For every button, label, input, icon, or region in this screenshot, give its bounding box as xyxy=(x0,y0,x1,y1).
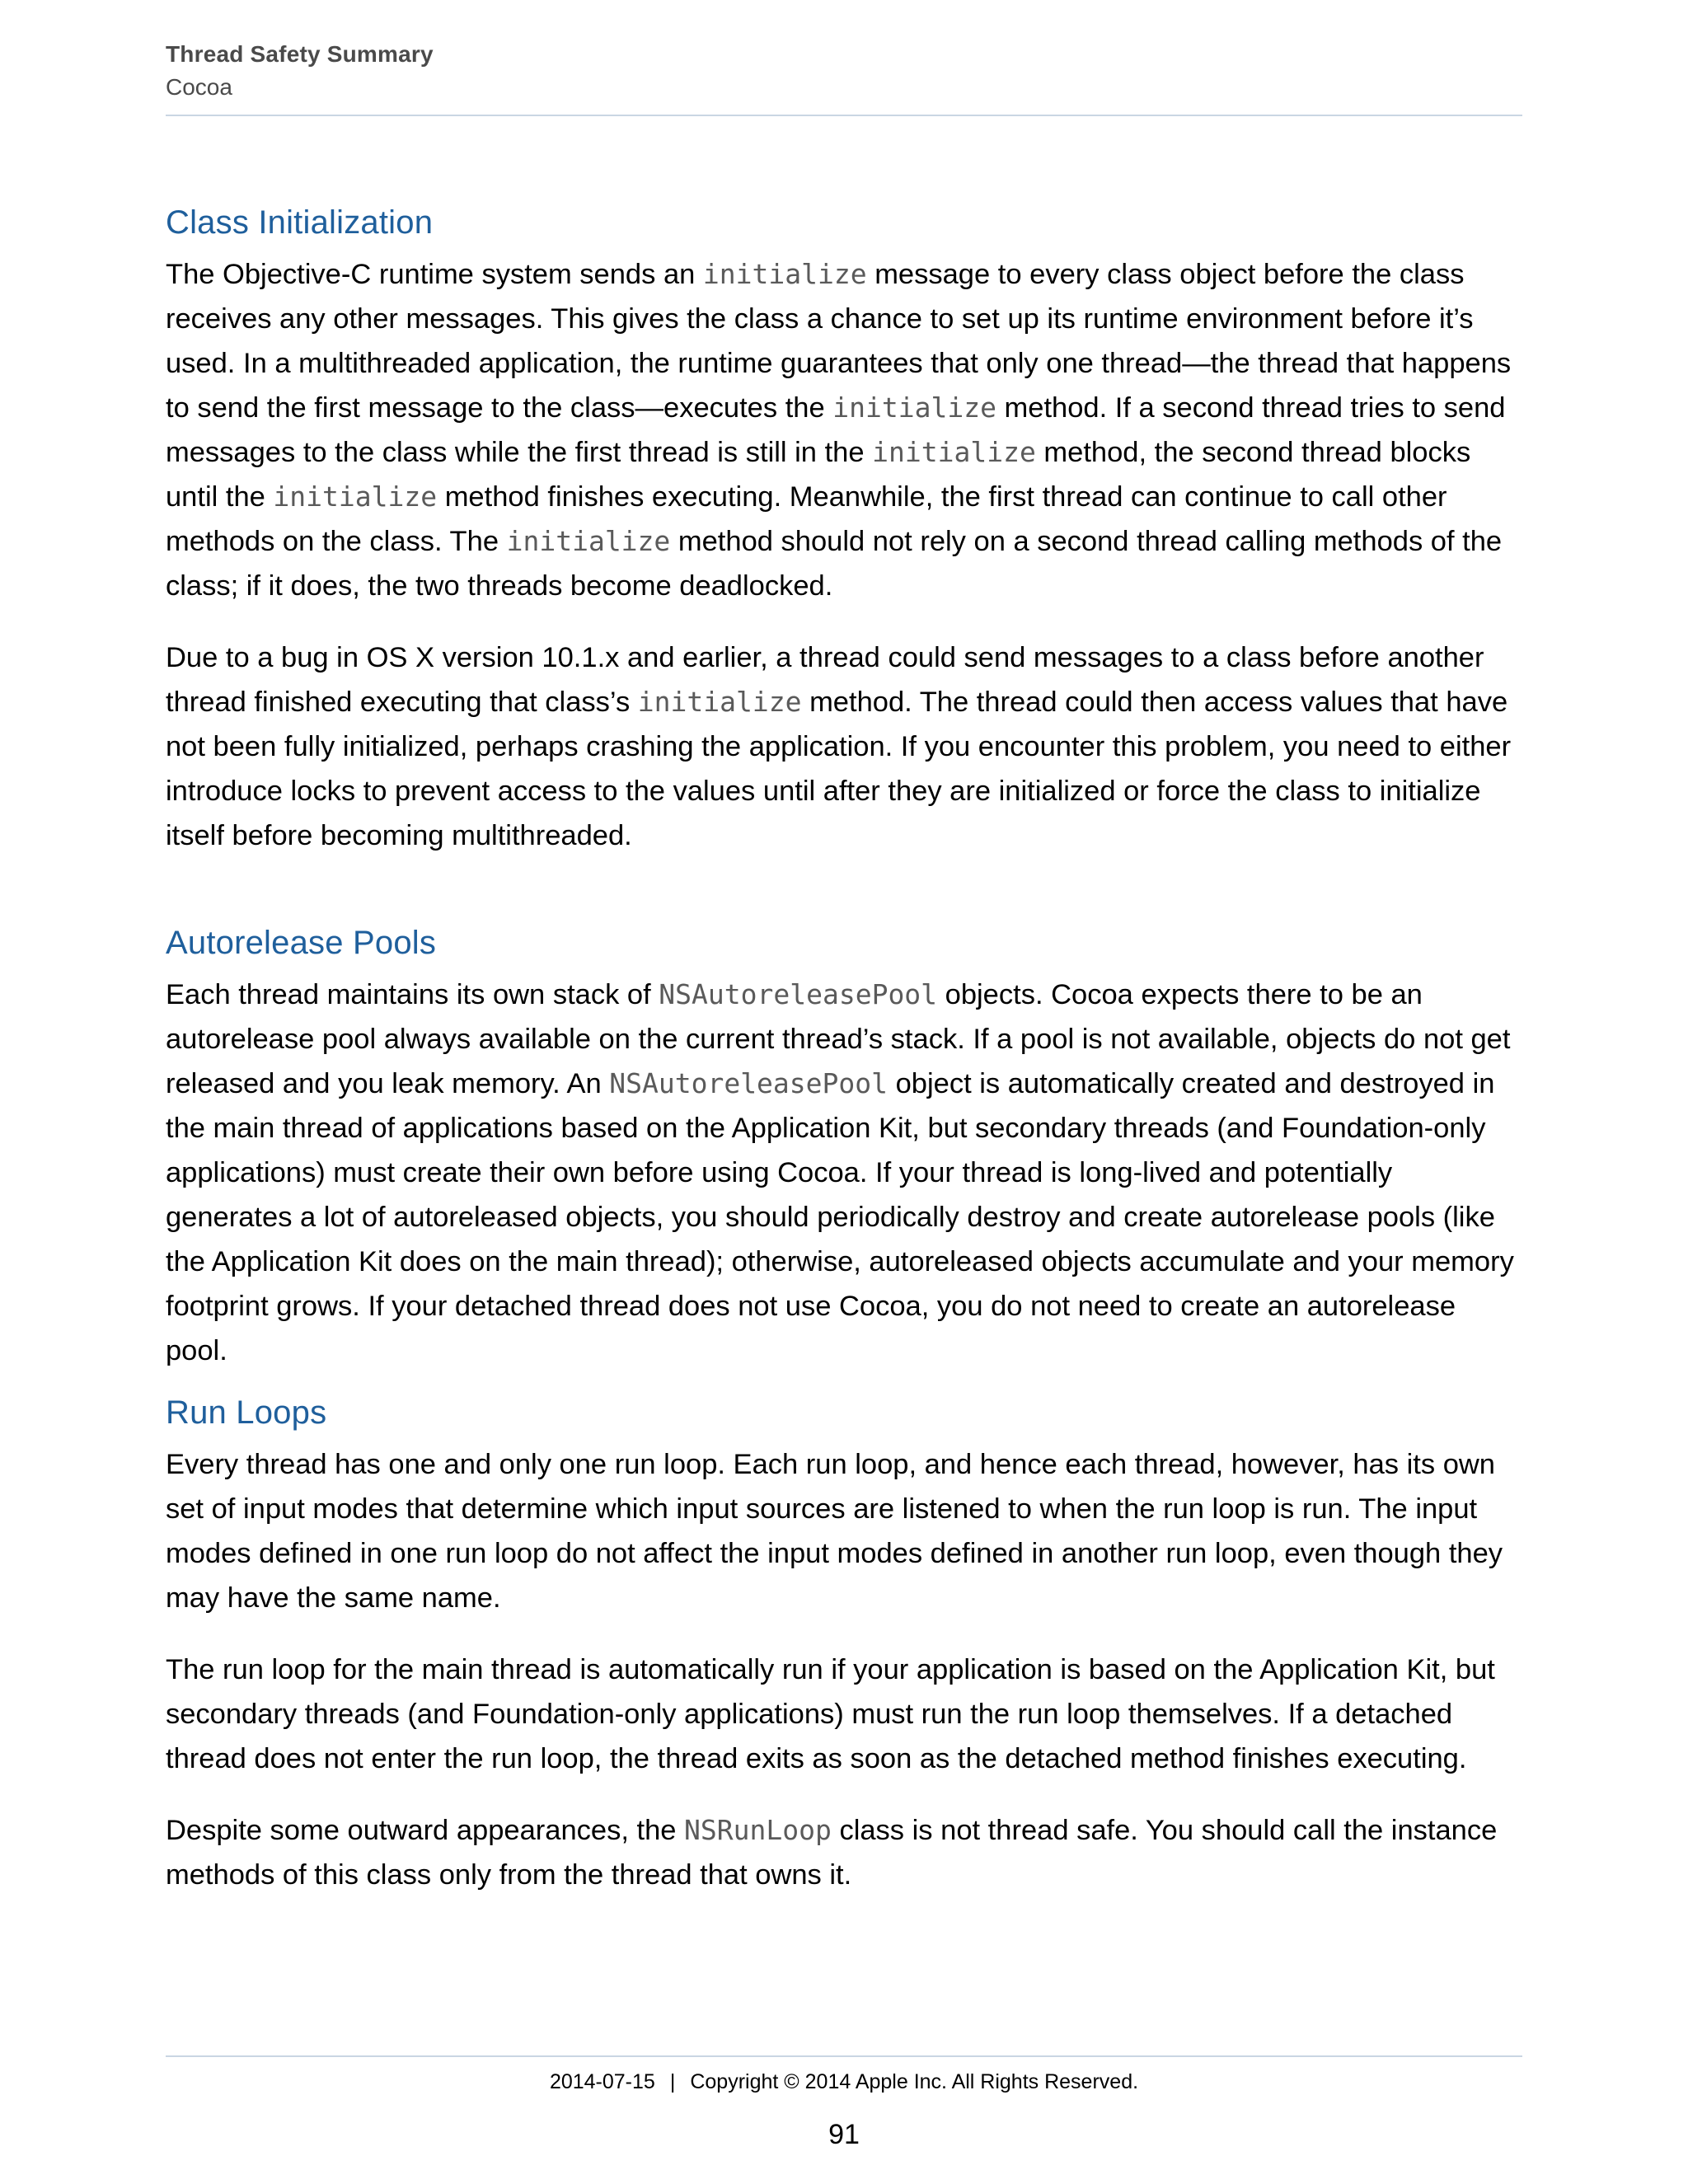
code-initialize: initialize xyxy=(872,436,1036,468)
section-heading-autorelease-pools: Autorelease Pools xyxy=(166,925,437,961)
section-autorelease-pools xyxy=(166,918,1522,1373)
page-footer xyxy=(0,2067,1688,2097)
text-run: objects. Cocoa expects there to be an autorelease pool always available on the current thread’s stack. If a pool is not available, objects do not get released and you leak memory. An xyxy=(166,979,1511,1099)
page-number: 91 xyxy=(828,2119,860,2150)
section-class-initialization xyxy=(166,198,1522,858)
code-initialize: initialize xyxy=(702,258,867,290)
text-run: object is automatically created and destroyed in the main thread of applications based on the Application Kit, but secondary threads (and Foundation-only applications) must create their own before using Cocoa. If your thread is long-lived and potentially generates a lot of autoreleased objects, you should periodically destroy and create autorelease pools (like the Application Kit does on the main thread); otherwise, autoreleased objects accumulate and your memory footprint grows. If your detached thread does not use Cocoa, you do not need to create an autorelease pool. xyxy=(166,1068,1514,1366)
text-run: The Objective-C runtime system sends an xyxy=(166,259,703,290)
paragraph-class-init-2 xyxy=(166,635,1522,858)
section-run-loops xyxy=(166,1388,1522,1897)
code-nsautoreleasepool: NSAutoreleasePool xyxy=(609,1067,889,1099)
footer-date: 2014-07-15 xyxy=(549,2070,655,2093)
paragraph-class-init-1 xyxy=(166,252,1522,608)
code-nsrunloop: NSRunLoop xyxy=(684,1814,832,1846)
text-run: method should not rely on a second thread calling methods of the class; if it does, the two threads become deadlocked. xyxy=(166,526,1503,602)
header-divider xyxy=(166,115,1522,116)
header-subtitle: Cocoa xyxy=(166,74,232,100)
text-run: Despite some outward appearances, the xyxy=(166,1815,685,1846)
text-run: class is not thread safe. You should call the instance methods of this class only from the thread that owns it. xyxy=(166,1815,1498,1891)
section-heading-run-loops: Run Loops xyxy=(166,1394,327,1431)
footer-divider xyxy=(166,2055,1522,2057)
text-run: method. If a second thread tries to send messages to the class while the first thread is still in the xyxy=(166,392,1506,468)
header-title: Thread Safety Summary xyxy=(166,41,434,67)
footer-separator: | xyxy=(669,2070,676,2093)
code-initialize: initialize xyxy=(506,525,671,557)
code-nsautoreleasepool: NSAutoreleasePool xyxy=(659,978,938,1010)
section-heading-class-initialization: Class Initialization xyxy=(166,204,434,241)
text-run: method finishes executing. Meanwhile, the first thread can continue to call other methods on the class. The xyxy=(166,481,1447,557)
text-run: Due to a bug in OS X version 10.1.x and earlier, a thread could send messages to a class before another thread finished executing that class’s xyxy=(166,642,1484,718)
footer-copyright: Copyright © 2014 Apple Inc. All Rights Reserved. xyxy=(690,2070,1139,2093)
code-initialize: initialize xyxy=(273,480,438,513)
paragraph-autorelease-1 xyxy=(166,972,1522,1373)
text-run: method, the second thread blocks until the xyxy=(166,437,1471,513)
text-run: method. The thread could then access values that have not been fully initialized, perhaps crashing the application. If you encounter this problem, you need to either introduce locks to prevent access to the values until after they are initialized or force the class to initialize itself before becoming multithreaded. xyxy=(166,687,1512,851)
code-initialize: initialize xyxy=(832,391,996,424)
text-run: Every thread has one and only one run loop. Each run loop, and hence each thread, however, has its own set of input modes that determine which input sources are listened to when the run loop is run. The input modes defined in one run loop do not affect the input modes defined in another run loop, even though they may have the same name. xyxy=(166,1449,1503,1614)
text-run: The run loop for the main thread is automatically run if your application is based on the Application Kit, but secondary threads (and Foundation-only applications) must run the run loop themselves. If a detached thread does not enter the run loop, the thread exits as soon as the detached method finishes executing. xyxy=(166,1654,1495,1774)
text-run: message to every class object before the class receives any other messages. This gives the class a chance to set up its runtime environment before it’s used. In a multithreaded application, the runtime guarantees that only one thread—the thread that happens to send the first message to the class—executes the xyxy=(166,259,1512,424)
paragraph-runloops-3 xyxy=(166,1808,1522,1897)
text-run: Each thread maintains its own stack of xyxy=(166,979,659,1010)
paragraph-runloops-2 xyxy=(166,1647,1522,1781)
page-header xyxy=(166,38,1522,104)
paragraph-runloops-1 xyxy=(166,1442,1522,1620)
code-initialize: initialize xyxy=(637,686,802,718)
